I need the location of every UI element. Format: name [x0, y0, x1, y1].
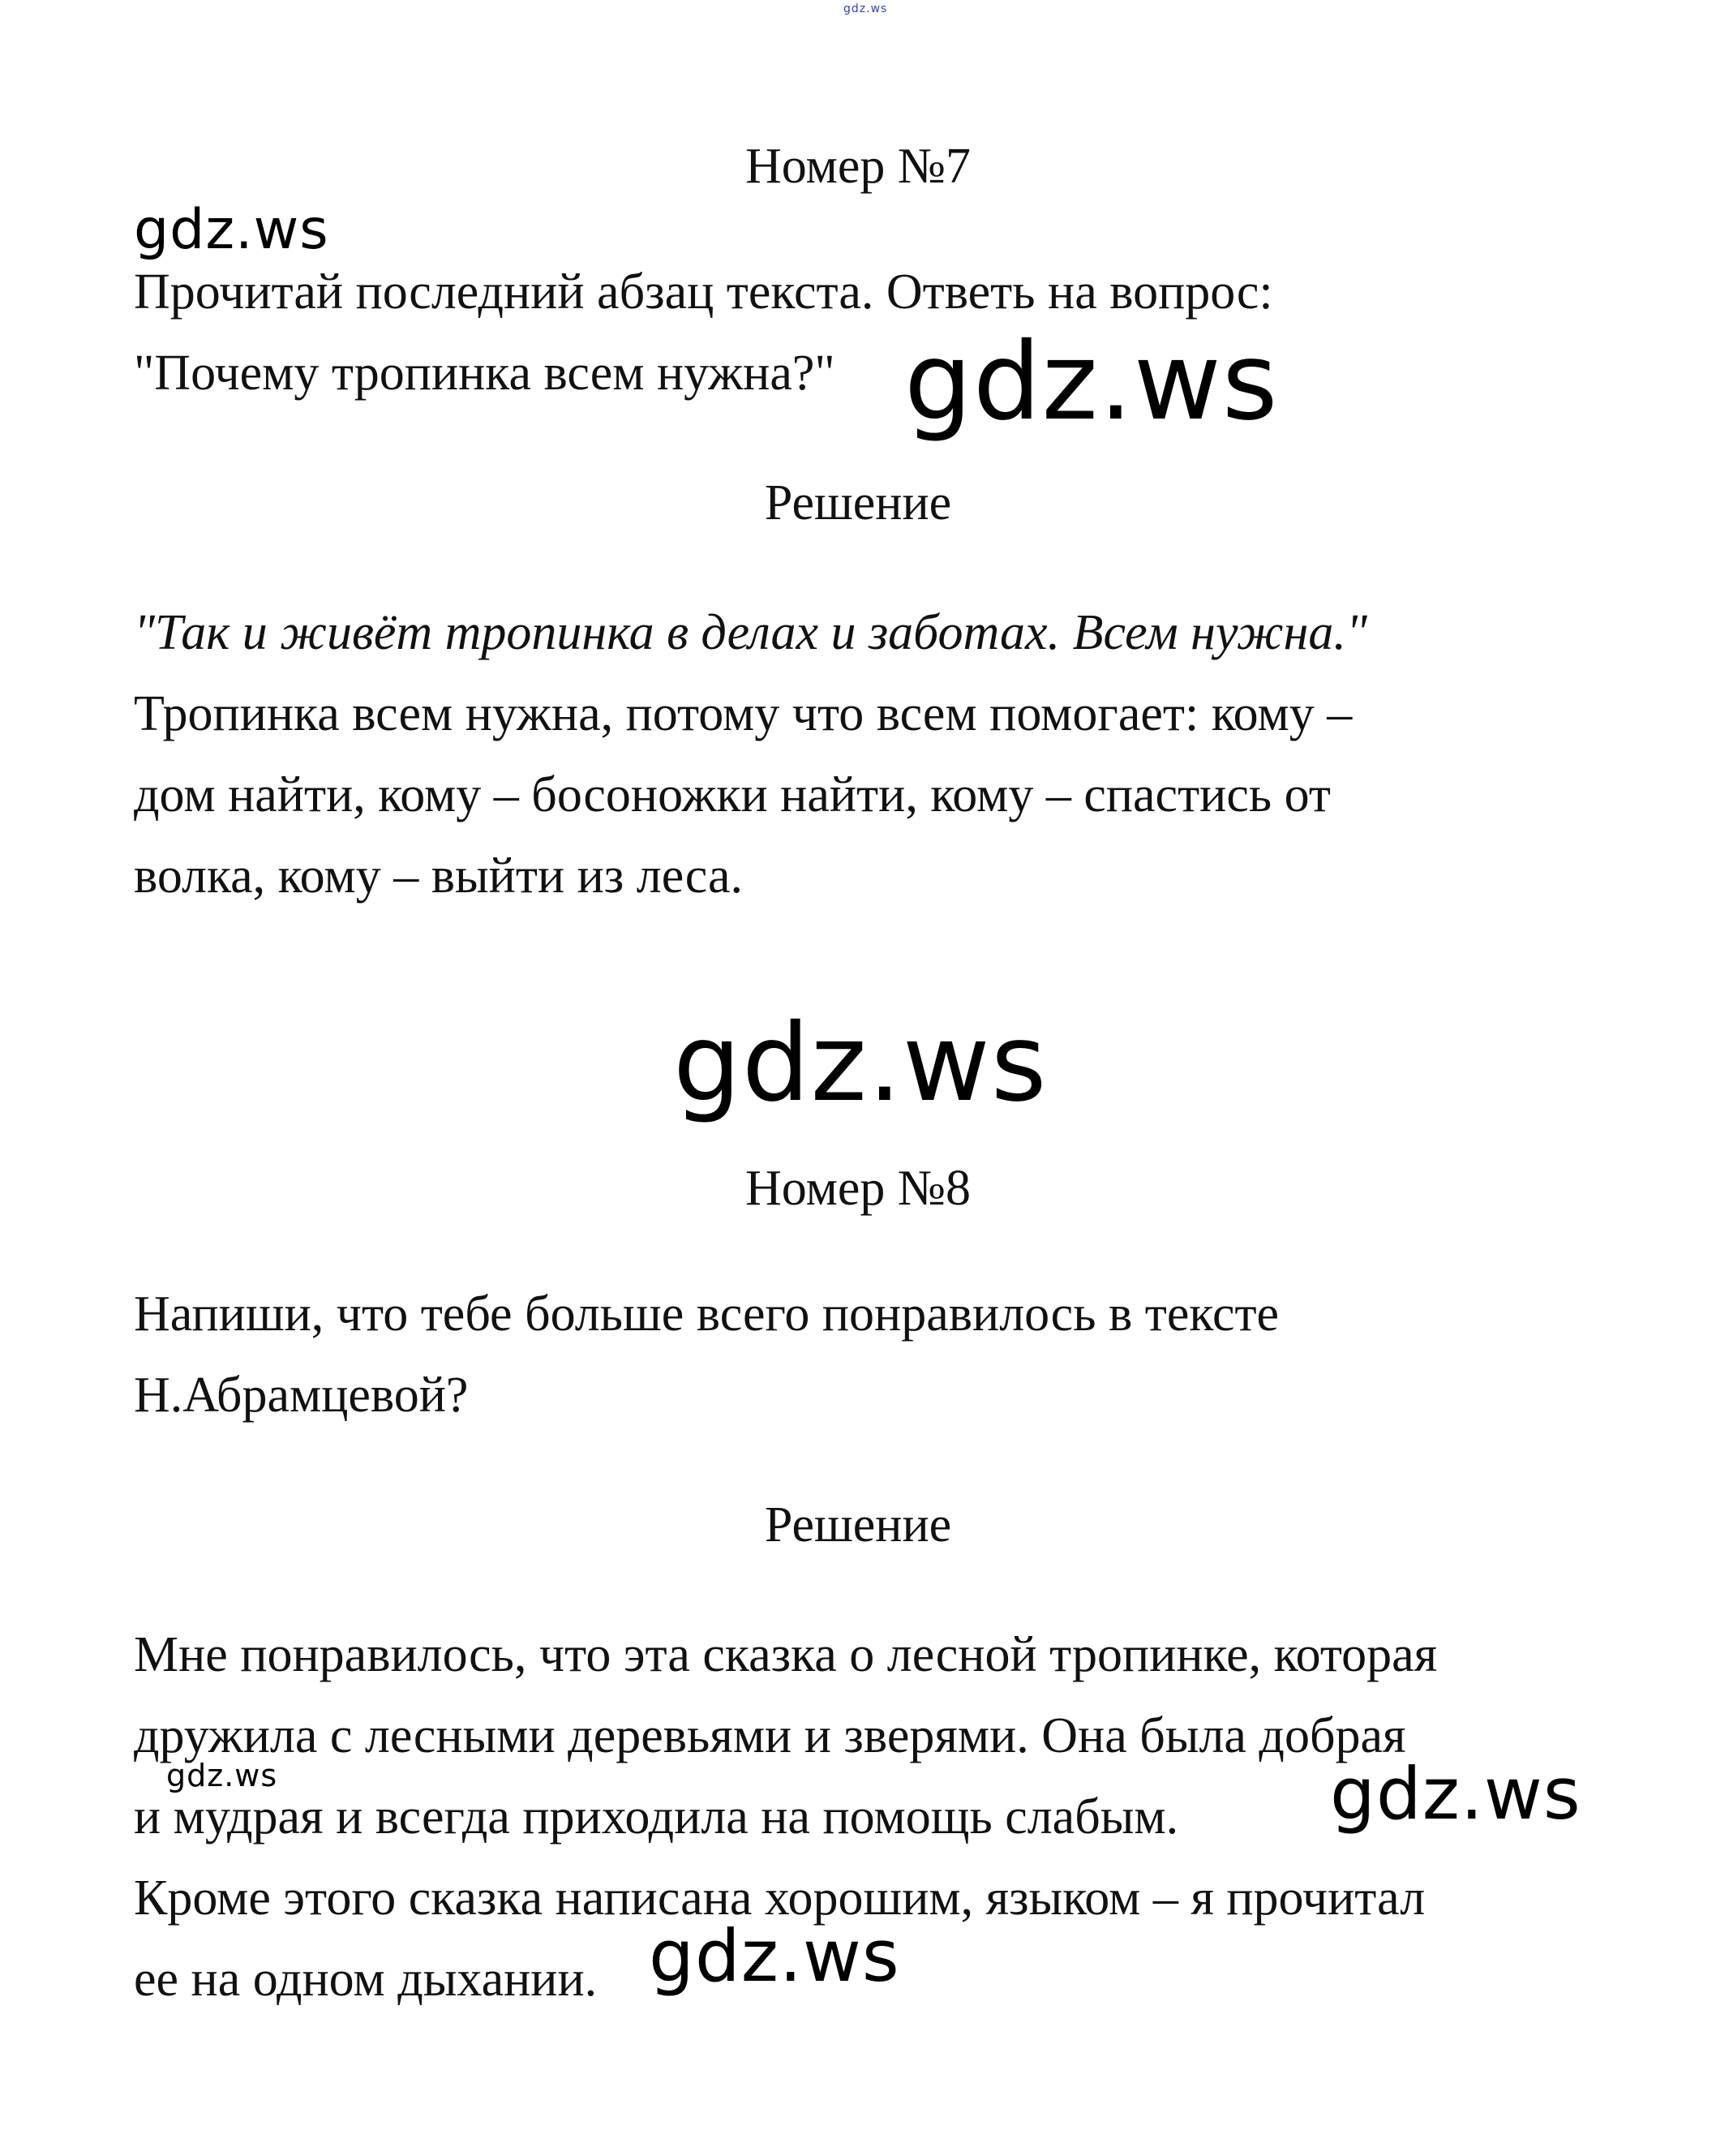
task8-answer-line-1: Мне понравилось, что эта сказка о лесной тропинке, которая — [134, 1627, 1438, 1682]
task8-answer-line-5: ее на одном дыхании. — [134, 1952, 598, 2007]
task7-answer-line-3: волка, кому – выйти из леса. — [134, 848, 744, 904]
task7-solution-label: Решение — [764, 475, 952, 530]
watermark-large-1: gdz.ws — [904, 320, 1279, 445]
task7-answer-quote: "Так и живёт тропинка в делах и заботах. Всем нужна." — [134, 605, 1367, 660]
task8-answer-line-4: Кроме этого сказка написана хорошим, языком – я прочитал — [134, 1870, 1426, 1926]
task7-answer — [134, 592, 1675, 917]
task8-question-line-1: Напиши, что тебе больше всего понравилось в тексте — [134, 1286, 1280, 1342]
watermark-small-1: gdz.ws — [134, 198, 329, 262]
task8-answer-line-2: дружила с лесными деревьями и зверями. Она была добрая — [134, 1708, 1406, 1763]
watermark-top-tiny: gdz.ws — [843, 2, 888, 15]
task8-question-line-2: Н.Абрамцевой? — [134, 1368, 469, 1423]
task7-question-line-1: Прочитай последний абзац текста. Ответь на вопрос: — [134, 264, 1273, 320]
task7-answer-line-1: Тропинка всем нужна, потому что всем помогает: кому – — [134, 686, 1353, 741]
task7-question-line-2: "Почему тропинка всем нужна?" — [134, 346, 835, 401]
watermark-medium-1: gdz.ws — [1330, 1752, 1581, 1836]
task8-answer-line-3: и мудрая и всегда приходила на помощь слабым. — [134, 1789, 1179, 1845]
task7-title: Номер №7 — [744, 139, 971, 194]
watermark-large-center: gdz.ws — [673, 1001, 1048, 1126]
watermark-medium-2: gdz.ws — [649, 1914, 900, 1998]
task8-title: Номер №8 — [744, 1161, 971, 1216]
watermark-small-2: gdz.ws — [166, 1758, 278, 1793]
task7-answer-line-2: дом найти, кому – босоножки найти, кому – спастись от — [134, 767, 1331, 822]
task8-question — [134, 1273, 1675, 1436]
task8-solution-label: Решение — [764, 1497, 952, 1553]
